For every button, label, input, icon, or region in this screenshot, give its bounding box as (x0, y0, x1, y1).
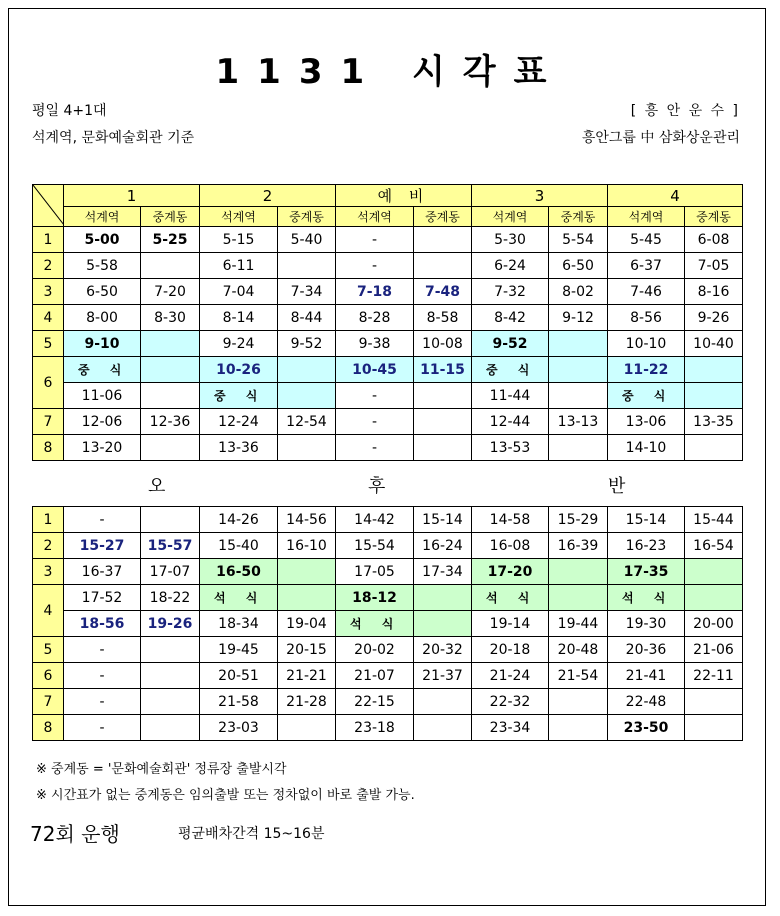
row-number: 6 (33, 663, 64, 689)
junggye-time-cell (685, 715, 743, 741)
seokgye-time-cell: 13-06 (608, 409, 685, 435)
junggye-time-cell: 19-04 (278, 611, 336, 637)
table-row (33, 715, 743, 741)
seokgye-time-cell: 8-42 (472, 305, 549, 331)
seokgye-time-cell: 7-46 (608, 279, 685, 305)
seokgye-time-cell: 20-51 (200, 663, 278, 689)
table-row (33, 507, 743, 533)
sub-header: 중계동 (414, 207, 472, 227)
seokgye-time-cell: 10-10 (608, 331, 685, 357)
junggye-time-cell (141, 689, 200, 715)
table-row (33, 253, 743, 279)
junggye-time-cell: 6-50 (549, 253, 608, 279)
seokgye-time-cell: 중 식 (200, 383, 278, 409)
group-header: 예 비 (336, 185, 472, 207)
junggye-time-cell (549, 383, 608, 409)
seokgye-time-cell: 8-56 (608, 305, 685, 331)
seokgye-time-cell: 6-50 (64, 279, 141, 305)
junggye-time-cell: 13-35 (685, 409, 743, 435)
page-title: 1131 시각표 (215, 52, 565, 92)
junggye-time-cell: 5-40 (278, 227, 336, 253)
group-header: 4 (608, 185, 743, 207)
seokgye-time-cell: 9-52 (472, 331, 549, 357)
seokgye-time-cell: 17-52 (64, 585, 141, 611)
corner-cell (33, 185, 64, 227)
junggye-time-cell (141, 253, 200, 279)
junggye-time-cell: 6-08 (685, 227, 743, 253)
table-row (33, 663, 743, 689)
junggye-time-cell: 14-56 (278, 507, 336, 533)
junggye-time-cell: 7-20 (141, 279, 200, 305)
junggye-time-cell (685, 357, 743, 383)
seokgye-time-cell: - (64, 715, 141, 741)
seokgye-time-cell: 23-03 (200, 715, 278, 741)
junggye-time-cell: 7-48 (414, 279, 472, 305)
sub-header: 석계역 (200, 207, 278, 227)
table-row (33, 559, 743, 585)
junggye-time-cell: 11-15 (414, 357, 472, 383)
row-number: 1 (33, 507, 64, 533)
seokgye-time-cell: - (64, 507, 141, 533)
row-number: 2 (33, 533, 64, 559)
junggye-time-cell (549, 689, 608, 715)
section-label-o: 오 (148, 476, 166, 497)
seokgye-time-cell: 21-41 (608, 663, 685, 689)
seokgye-time-cell: 9-38 (336, 331, 414, 357)
junggye-time-cell: 20-00 (685, 611, 743, 637)
junggye-time-cell: 15-44 (685, 507, 743, 533)
junggye-time-cell (414, 435, 472, 461)
junggye-time-cell: 8-02 (549, 279, 608, 305)
junggye-time-cell: 19-26 (141, 611, 200, 637)
junggye-time-cell (141, 331, 200, 357)
junggye-time-cell (414, 409, 472, 435)
table-row (33, 637, 743, 663)
table-row (33, 585, 743, 611)
junggye-time-cell: 16-24 (414, 533, 472, 559)
junggye-time-cell (414, 611, 472, 637)
junggye-time-cell: 5-25 (141, 227, 200, 253)
group-header: 1 (64, 185, 200, 207)
table-row (33, 357, 743, 383)
afternoon-rows (33, 507, 743, 741)
junggye-time-cell (278, 585, 336, 611)
trip-count: 72회 운행 (30, 822, 120, 846)
group-header: 3 (472, 185, 608, 207)
seokgye-time-cell: 6-37 (608, 253, 685, 279)
basis-info: 석계역, 문화예술회관 기준 (32, 130, 195, 146)
junggye-time-cell: 8-30 (141, 305, 200, 331)
junggye-time-cell: 21-37 (414, 663, 472, 689)
row-number: 7 (33, 689, 64, 715)
seokgye-time-cell: 10-45 (336, 357, 414, 383)
table-row (33, 409, 743, 435)
seokgye-time-cell: 17-20 (472, 559, 549, 585)
junggye-time-cell (278, 357, 336, 383)
junggye-time-cell (278, 715, 336, 741)
company-info: [ 흥 안 운 수 ] (630, 103, 740, 119)
junggye-time-cell: 5-54 (549, 227, 608, 253)
sub-header: 석계역 (336, 207, 414, 227)
seokgye-time-cell: 19-45 (200, 637, 278, 663)
row-number: 7 (33, 409, 64, 435)
seokgye-time-cell: 5-45 (608, 227, 685, 253)
seokgye-time-cell: 석 식 (200, 585, 278, 611)
junggye-time-cell: 8-16 (685, 279, 743, 305)
seokgye-time-cell: 16-08 (472, 533, 549, 559)
junggye-time-cell: 13-13 (549, 409, 608, 435)
junggye-time-cell: 12-54 (278, 409, 336, 435)
seokgye-time-cell: 13-20 (64, 435, 141, 461)
dispatch-interval: 평균배차간격 15~16분 (178, 826, 325, 842)
seokgye-time-cell: 18-56 (64, 611, 141, 637)
junggye-time-cell (685, 435, 743, 461)
seokgye-time-cell: 7-04 (200, 279, 278, 305)
junggye-time-cell: 16-39 (549, 533, 608, 559)
sub-header: 석계역 (64, 207, 141, 227)
row-number: 8 (33, 715, 64, 741)
seokgye-time-cell: 13-36 (200, 435, 278, 461)
afternoon-timetable (32, 506, 743, 741)
junggye-time-cell: 19-44 (549, 611, 608, 637)
seokgye-time-cell: - (336, 435, 414, 461)
seokgye-time-cell: 23-34 (472, 715, 549, 741)
seokgye-time-cell: 중 식 (472, 357, 549, 383)
seokgye-time-cell: 중 식 (64, 357, 141, 383)
junggye-time-cell (141, 507, 200, 533)
seokgye-time-cell: 18-34 (200, 611, 278, 637)
seokgye-time-cell: 18-12 (336, 585, 414, 611)
seokgye-time-cell: 12-44 (472, 409, 549, 435)
junggye-time-cell: 9-52 (278, 331, 336, 357)
seokgye-time-cell: 5-30 (472, 227, 549, 253)
row-number: 8 (33, 435, 64, 461)
seokgye-time-cell: - (336, 253, 414, 279)
row-number: 4 (33, 305, 64, 331)
row-number: 3 (33, 559, 64, 585)
seokgye-time-cell: 11-06 (64, 383, 141, 409)
row-number: 4 (33, 585, 64, 637)
junggye-time-cell: 15-57 (141, 533, 200, 559)
seokgye-time-cell: 19-14 (472, 611, 549, 637)
seokgye-time-cell: - (64, 637, 141, 663)
junggye-time-cell (141, 383, 200, 409)
junggye-time-cell (549, 357, 608, 383)
seokgye-time-cell: 17-05 (336, 559, 414, 585)
seokgye-time-cell: 8-28 (336, 305, 414, 331)
seokgye-time-cell: 7-32 (472, 279, 549, 305)
junggye-time-cell (414, 383, 472, 409)
seokgye-time-cell: 11-22 (608, 357, 685, 383)
seokgye-time-cell: 9-10 (64, 331, 141, 357)
note-free-departure: ※ 시간표가 없는 중계동은 임의출발 또는 정차없이 바로 출발 가능. (36, 788, 415, 803)
junggye-time-cell (141, 637, 200, 663)
weekday-info: 평일 4+1대 (32, 103, 107, 119)
junggye-time-cell (685, 559, 743, 585)
junggye-time-cell: 20-32 (414, 637, 472, 663)
morning-timetable (32, 184, 743, 461)
seokgye-time-cell: 16-50 (200, 559, 278, 585)
junggye-time-cell: 20-48 (549, 637, 608, 663)
seokgye-time-cell: 6-24 (472, 253, 549, 279)
junggye-time-cell (549, 559, 608, 585)
seokgye-time-cell: 20-02 (336, 637, 414, 663)
seokgye-time-cell: 12-24 (200, 409, 278, 435)
junggye-time-cell: 8-58 (414, 305, 472, 331)
junggye-time-cell: 16-54 (685, 533, 743, 559)
morning-rows (33, 227, 743, 461)
seokgye-time-cell: 21-07 (336, 663, 414, 689)
junggye-time-cell (278, 559, 336, 585)
seokgye-time-cell: 22-32 (472, 689, 549, 715)
row-number: 6 (33, 357, 64, 409)
seokgye-time-cell: - (336, 383, 414, 409)
table-row (33, 305, 743, 331)
row-number: 2 (33, 253, 64, 279)
junggye-time-cell: 12-36 (141, 409, 200, 435)
seokgye-time-cell: 21-58 (200, 689, 278, 715)
row-number: 5 (33, 637, 64, 663)
sub-header: 석계역 (472, 207, 549, 227)
sub-header: 중계동 (685, 207, 743, 227)
junggye-time-cell (414, 689, 472, 715)
seokgye-time-cell: 8-00 (64, 305, 141, 331)
group-info: 흥안그룹 中 삼화상운관리 (581, 130, 740, 146)
table-row (33, 279, 743, 305)
junggye-time-cell (278, 253, 336, 279)
seokgye-time-cell: 17-35 (608, 559, 685, 585)
table-row (33, 227, 743, 253)
seokgye-time-cell: 11-44 (472, 383, 549, 409)
seokgye-time-cell: 8-14 (200, 305, 278, 331)
junggye-time-cell: 21-06 (685, 637, 743, 663)
junggye-time-cell (141, 715, 200, 741)
junggye-time-cell (549, 435, 608, 461)
seokgye-time-cell: 6-11 (200, 253, 278, 279)
sub-header: 중계동 (141, 207, 200, 227)
table-row (33, 331, 743, 357)
junggye-time-cell: 15-29 (549, 507, 608, 533)
junggye-time-cell (414, 227, 472, 253)
junggye-time-cell: 18-22 (141, 585, 200, 611)
junggye-time-cell: 8-44 (278, 305, 336, 331)
sub-header: 중계동 (549, 207, 608, 227)
junggye-time-cell (685, 689, 743, 715)
junggye-time-cell (685, 383, 743, 409)
seokgye-time-cell: 22-15 (336, 689, 414, 715)
seokgye-time-cell: 15-14 (608, 507, 685, 533)
junggye-time-cell (414, 253, 472, 279)
seokgye-time-cell: 20-18 (472, 637, 549, 663)
group-header: 2 (200, 185, 336, 207)
seokgye-time-cell: 9-24 (200, 331, 278, 357)
seokgye-time-cell: 석 식 (336, 611, 414, 637)
sub-header: 석계역 (608, 207, 685, 227)
seokgye-time-cell: 석 식 (472, 585, 549, 611)
seokgye-time-cell: 20-36 (608, 637, 685, 663)
seokgye-time-cell: 13-53 (472, 435, 549, 461)
junggye-time-cell (414, 585, 472, 611)
seokgye-time-cell: 21-24 (472, 663, 549, 689)
seokgye-time-cell: - (336, 409, 414, 435)
junggye-time-cell (141, 357, 200, 383)
junggye-time-cell: 21-28 (278, 689, 336, 715)
note-junggye: ※ 중계동 = '문화예술회관' 정류장 출발시각 (36, 762, 287, 777)
junggye-time-cell (278, 435, 336, 461)
junggye-time-cell: 21-21 (278, 663, 336, 689)
seokgye-time-cell: 22-48 (608, 689, 685, 715)
seokgye-time-cell: 14-10 (608, 435, 685, 461)
seokgye-time-cell: 19-30 (608, 611, 685, 637)
seokgye-time-cell: - (336, 227, 414, 253)
diagonal-line-icon (33, 185, 64, 225)
seokgye-time-cell: 23-50 (608, 715, 685, 741)
section-label-hu: 후 (368, 476, 386, 497)
seokgye-time-cell: 중 식 (608, 383, 685, 409)
seokgye-time-cell: - (64, 663, 141, 689)
seokgye-time-cell: 14-26 (200, 507, 278, 533)
junggye-time-cell: 21-54 (549, 663, 608, 689)
seokgye-time-cell: 16-37 (64, 559, 141, 585)
junggye-time-cell: 17-07 (141, 559, 200, 585)
row-number: 1 (33, 227, 64, 253)
seokgye-time-cell: - (64, 689, 141, 715)
row-number: 5 (33, 331, 64, 357)
table-row (33, 383, 743, 409)
table-row (33, 435, 743, 461)
seokgye-time-cell: 12-06 (64, 409, 141, 435)
seokgye-time-cell: 5-00 (64, 227, 141, 253)
table-row (33, 611, 743, 637)
seokgye-time-cell: 5-15 (200, 227, 278, 253)
junggye-time-cell: 7-05 (685, 253, 743, 279)
junggye-time-cell: 20-15 (278, 637, 336, 663)
seokgye-time-cell: 15-54 (336, 533, 414, 559)
junggye-time-cell (685, 585, 743, 611)
junggye-time-cell: 17-34 (414, 559, 472, 585)
section-label-ban: 반 (608, 476, 626, 497)
table-row (33, 689, 743, 715)
junggye-time-cell: 10-40 (685, 331, 743, 357)
seokgye-time-cell: 7-18 (336, 279, 414, 305)
junggye-time-cell (549, 715, 608, 741)
junggye-time-cell: 7-34 (278, 279, 336, 305)
junggye-time-cell (549, 331, 608, 357)
seokgye-time-cell: 15-27 (64, 533, 141, 559)
seokgye-time-cell: 석 식 (608, 585, 685, 611)
seokgye-time-cell: 14-42 (336, 507, 414, 533)
junggye-time-cell: 15-14 (414, 507, 472, 533)
row-number: 3 (33, 279, 64, 305)
junggye-time-cell: 10-08 (414, 331, 472, 357)
sub-header: 중계동 (278, 207, 336, 227)
seokgye-time-cell: 14-58 (472, 507, 549, 533)
junggye-time-cell: 22-11 (685, 663, 743, 689)
seokgye-time-cell: 23-18 (336, 715, 414, 741)
junggye-time-cell: 9-12 (549, 305, 608, 331)
seokgye-time-cell: 5-58 (64, 253, 141, 279)
seokgye-time-cell: 10-26 (200, 357, 278, 383)
junggye-time-cell: 9-26 (685, 305, 743, 331)
seokgye-time-cell: 15-40 (200, 533, 278, 559)
seokgye-time-cell: 16-23 (608, 533, 685, 559)
junggye-time-cell (278, 383, 336, 409)
junggye-time-cell: 16-10 (278, 533, 336, 559)
table-row (33, 533, 743, 559)
junggye-time-cell (141, 435, 200, 461)
junggye-time-cell (414, 715, 472, 741)
junggye-time-cell (141, 663, 200, 689)
junggye-time-cell (549, 585, 608, 611)
